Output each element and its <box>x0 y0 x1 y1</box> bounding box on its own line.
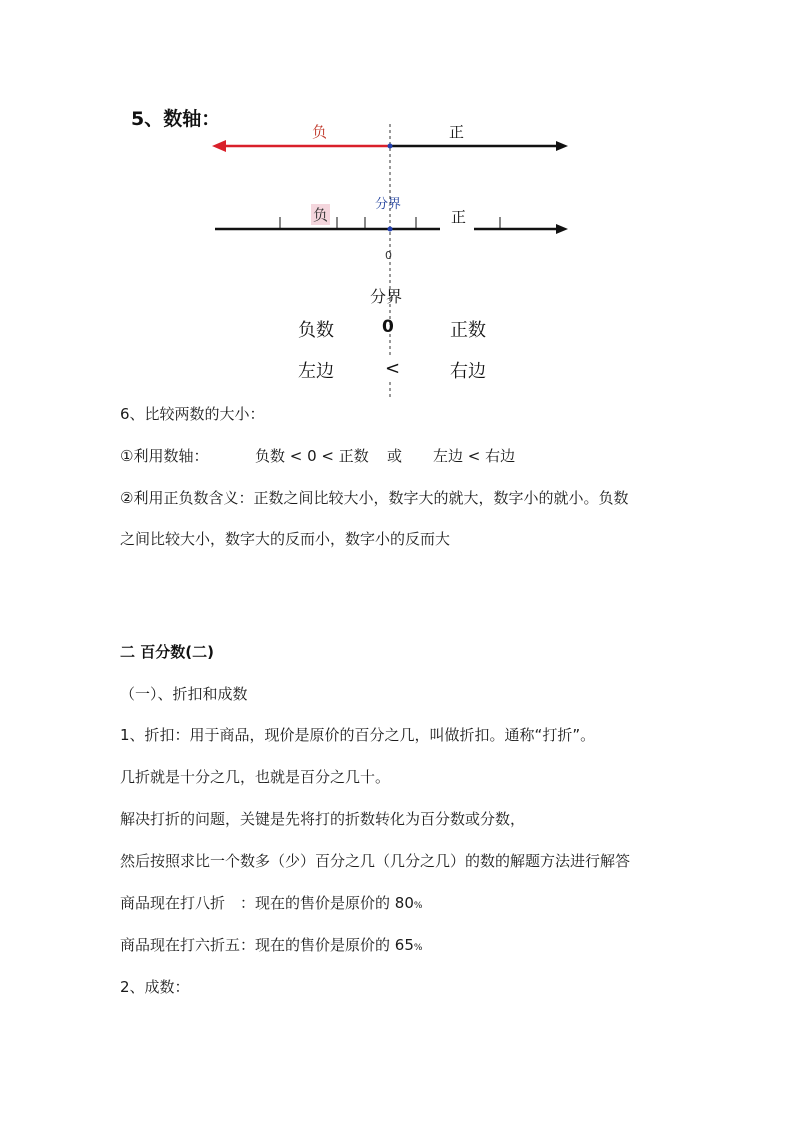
section6-line3: 之间比较大小，数字大的反而小，数字小的反而大 <box>120 530 451 548</box>
top-axis-negative-label: 负 <box>312 123 328 141</box>
bottom-arrowhead <box>556 224 568 234</box>
section6-line1-expr: 负数 < 0 < 正数 <box>255 447 369 465</box>
part2-paragraph5: 2、成数： <box>120 978 190 996</box>
section6-line1-expr2: 左边 < 右边 <box>433 447 516 465</box>
bottom-axis-negative-label: 负 <box>313 206 329 224</box>
table-less-than: < <box>385 358 401 379</box>
table-right-side: 右边 <box>450 361 486 382</box>
positive-arrowhead <box>556 141 568 151</box>
example-eighty-text: 商品现在打八折 ：现在的售价是原价的 80 <box>120 894 414 912</box>
section5-title: 5、数轴： <box>131 108 221 130</box>
part2-paragraph4: 然后按照求比一个数多（少）百分之几（几分之几）的数的解题方法进行解答 <box>120 852 631 870</box>
example-sixty-five-text: 商品现在打六折五：现在的售价是原价的 65 <box>120 936 414 954</box>
example-eighty-percent <box>120 892 422 913</box>
table-positive-numbers: 正数 <box>450 320 486 341</box>
percent-sign: % <box>413 901 423 911</box>
table-zero: 0 <box>382 317 394 337</box>
section6-line1-or: 或 <box>387 447 403 465</box>
section6-line1-label: ①利用数轴： <box>120 447 209 465</box>
section6-title: 6、比较两数的大小： <box>120 405 265 423</box>
example-sixty-five-percent <box>120 934 422 955</box>
table-header-boundary: 分界 <box>370 287 403 306</box>
section6-line2: ②利用正负数含义：正数之间比较大小，数字大的就大，数字小的就小。负数 <box>120 489 629 507</box>
negative-arrowhead <box>212 140 226 152</box>
bottom-axis-boundary-label: 分界 <box>375 197 402 212</box>
part2-paragraph1: 1、折扣：用于商品，现价是原价的百分之几，叫做折扣。通称“打折”。 <box>120 726 596 744</box>
table-left-side: 左边 <box>298 361 334 382</box>
top-axis-positive-label: 正 <box>449 123 465 141</box>
percent-sign: % <box>413 943 423 953</box>
part2-heading: 二 百分数(二) <box>120 643 214 661</box>
bottom-axis-positive-label: 正 <box>448 206 469 227</box>
bottom-axis-origin-dot <box>388 227 393 232</box>
bottom-axis-zero-label: 0 <box>385 249 392 262</box>
top-axis-origin-dot <box>388 144 393 149</box>
table-negative-numbers: 负数 <box>298 320 334 341</box>
part2-subheading: （一）、折扣和成数 <box>120 685 248 703</box>
part2-paragraph2: 几折就是十分之几，也就是百分之几十。 <box>120 768 391 786</box>
part2-paragraph3: 解决打折的问题，关键是先将打的折数转化为百分数或分数， <box>120 810 526 828</box>
